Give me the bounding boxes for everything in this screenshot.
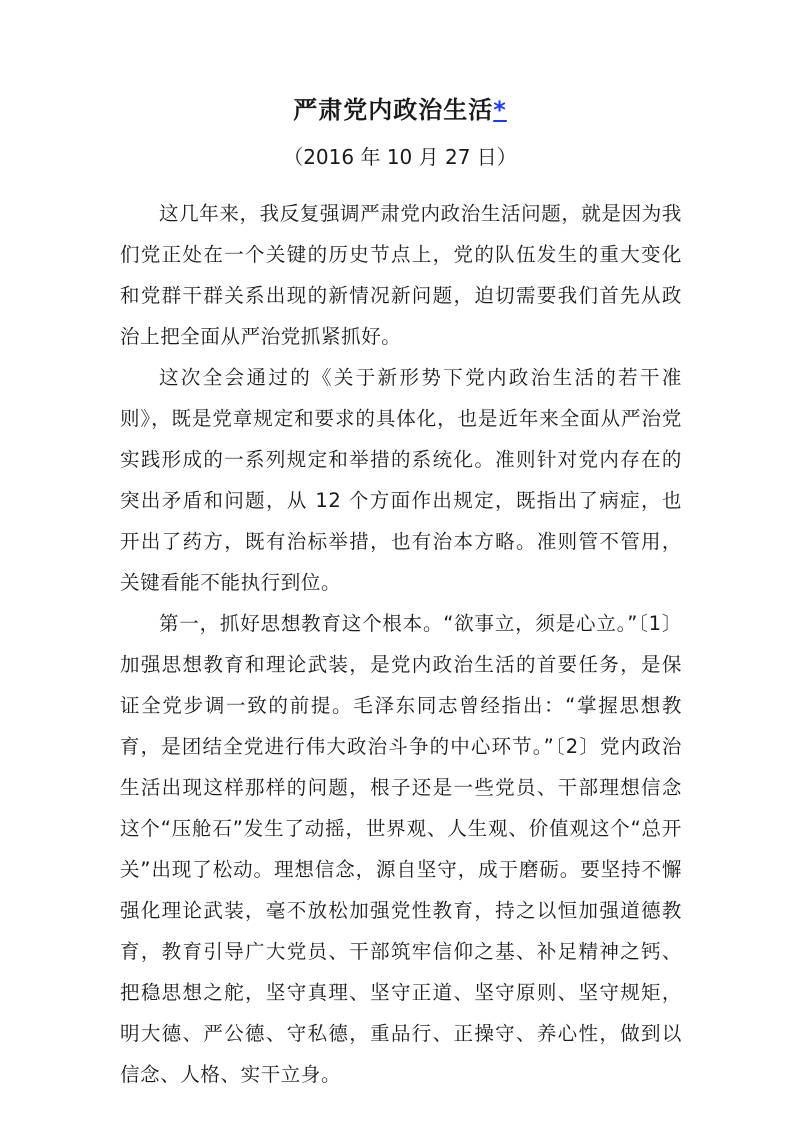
title-text: 严肃党内政治生活 — [293, 96, 494, 124]
paragraph-3: 第一，抓好思想教育这个根本。“欲事立，须是心立。”〔1〕加强思想教育和理论武装，是党内政治生活的首要任务，是保证全党步调一致的前提。毛泽东同志曾经指出：“掌握思想教育，是团结全党进行伟大政治斗争的中心环节。”〔2〕党内政治生活出现这样那样的问题，根子还是一些党员、干部理想信念这个“压舱石”发生了动摇，世界观、人生观、价值观这个“总开关”出现了松动。理想信念，源自坚守，成于磨砺。要坚持不懈强化理论武装，毫不放松加强党性教育，持之以恒加强道德教育，教育引导广大党员、干部筑牢信仰之基、补足精神之钙、把稳思想之舵，坚守真理、坚守正道、坚守原则、坚守规矩，明大德、严公德、守私德，重品行、正操守、养心性，做到以信念、人格、实干立身。 — [120, 612, 682, 1086]
paragraph-1: 这几年来，我反复强调严肃党内政治生活问题，就是因为我们党正处在一个关键的历史节点上，党的队伍发生的重大变化和党群干群关系出现的新情况新问题，迫切需要我们首先从政治上把全面从严治党抓紧抓好。 — [120, 202, 682, 348]
document-body — [120, 193, 682, 1095]
document-date: （2016 年 10 月 27 日） — [283, 145, 517, 169]
footnote-link[interactable]: * — [493, 96, 507, 124]
page-title — [0, 92, 800, 128]
paragraph-2: 这次全会通过的《关于新形势下党内政治生活的若干准则》，既是党章规定和要求的具体化，也是近年来全面从严治党实践形成的一系列规定和举措的系统化。准则针对党内存在的突出矛盾和问题，从 12 个方面作出规定，既指出了病症，也开出了药方，既有治标举措，也有治本方略。准则管不管用，关键看能不能执行到位。 — [120, 366, 682, 594]
